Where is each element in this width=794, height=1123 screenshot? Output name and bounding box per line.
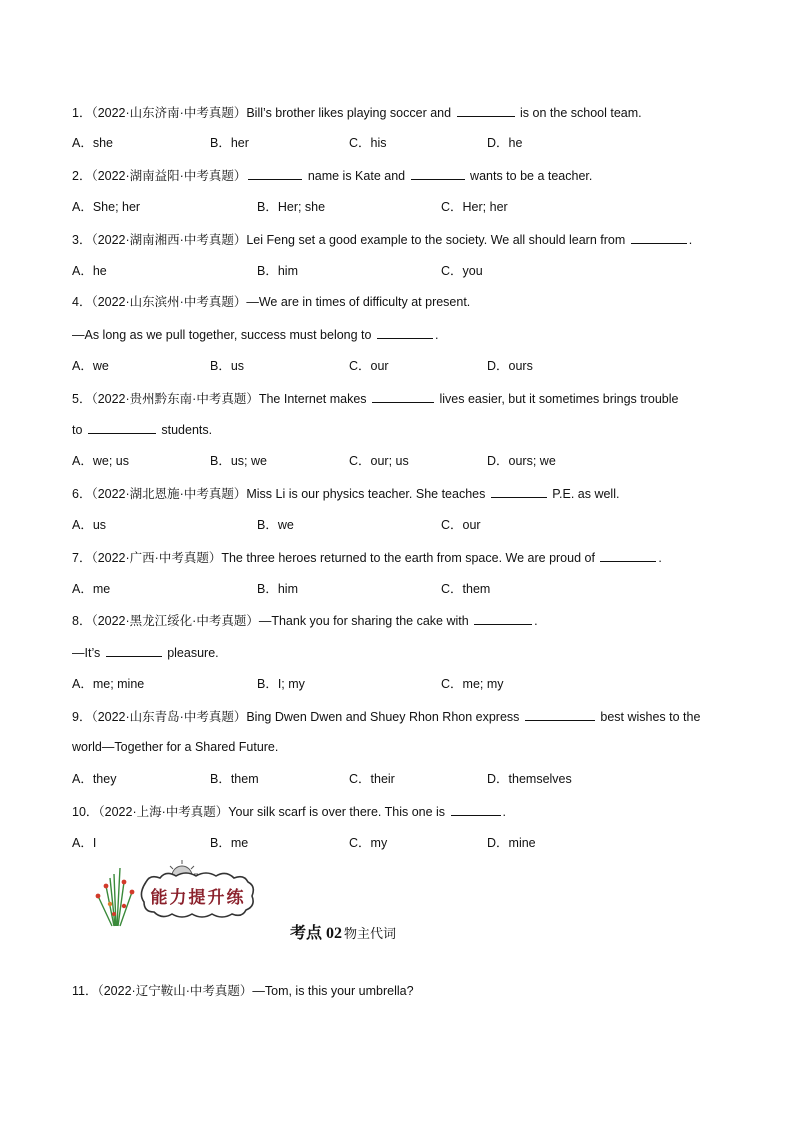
- question-number: 4．: [72, 295, 92, 309]
- option-d[interactable]: D．ours: [487, 359, 533, 373]
- question-source: （2022·山东济南·中考真题）: [91, 106, 247, 120]
- option-a[interactable]: A．he: [72, 264, 107, 278]
- question-number: 10．: [72, 805, 99, 819]
- option-d[interactable]: D．themselves: [487, 772, 572, 786]
- question-text: .: [658, 551, 662, 565]
- option-b[interactable]: B．us; we: [210, 454, 267, 468]
- options-row-3: [72, 263, 732, 279]
- question-text: best wishes to the: [596, 710, 701, 724]
- option-c[interactable]: C．them: [441, 582, 491, 596]
- option-c[interactable]: C．our; us: [349, 454, 409, 468]
- question-text: students.: [157, 423, 213, 437]
- question-text: pleasure.: [163, 646, 219, 660]
- answer-blank[interactable]: [631, 231, 687, 244]
- question-number: 6．: [72, 487, 92, 501]
- question-source: （2022·黑龙江绥化·中考真题）: [91, 614, 259, 628]
- option-c[interactable]: C．me; my: [441, 677, 504, 691]
- question-text: name is Kate and: [304, 169, 409, 183]
- question-text: is on the school team.: [516, 106, 642, 120]
- question-text: —We are in times of difficulty at present.: [246, 295, 471, 309]
- banner-label: 能力提升练: [150, 888, 246, 908]
- option-a[interactable]: A．they: [72, 772, 117, 786]
- options-row-1: [72, 135, 732, 151]
- question-source: （2022·湖南湘西·中考真题）: [91, 233, 247, 247]
- option-b[interactable]: B．we: [257, 518, 294, 532]
- options-row-7: [72, 581, 732, 597]
- section-heading: [290, 920, 396, 943]
- question-text: Bing Dwen Dwen and Shuey Rhon Rhon express: [246, 710, 523, 724]
- question-number: 3．: [72, 233, 92, 247]
- answer-blank[interactable]: [474, 612, 532, 625]
- option-a[interactable]: A．me: [72, 582, 111, 596]
- question-text: world—Together for a Shared Future.: [72, 740, 279, 754]
- option-c[interactable]: C．you: [441, 264, 483, 278]
- question-1: [72, 104, 642, 121]
- question-text: to: [72, 423, 86, 437]
- option-a[interactable]: A．I: [72, 836, 97, 850]
- answer-blank[interactable]: [451, 803, 501, 816]
- question-number: 9．: [72, 710, 92, 724]
- question-source: （2022·山东青岛·中考真题）: [91, 710, 247, 724]
- option-c[interactable]: C．his: [349, 136, 387, 150]
- question-text: Lei Feng set a good example to the society. We all should learn from: [246, 233, 629, 247]
- options-row-4: [72, 358, 732, 374]
- answer-blank[interactable]: [457, 104, 515, 117]
- question-text: —It’s: [72, 646, 104, 660]
- question-text: wants to be a teacher.: [466, 169, 593, 183]
- question-number: 7．: [72, 551, 92, 565]
- options-row-5: [72, 453, 732, 469]
- question-source: （2022·广西·中考真题）: [91, 551, 222, 565]
- question-source: （2022·辽宁鞍山·中考真题）: [97, 984, 253, 998]
- section-subtitle: 物主代词: [344, 927, 397, 942]
- question-text: Miss Li is our physics teacher. She teaches: [246, 487, 489, 501]
- question-text: —As long as we pull together, success must belong to: [72, 328, 375, 342]
- answer-blank[interactable]: [248, 167, 302, 180]
- question-source: （2022·山东滨州·中考真题）: [91, 295, 247, 309]
- question-source: （2022·湖北恩施·中考真题）: [91, 487, 247, 501]
- question-8: [72, 612, 538, 629]
- question-11: [72, 983, 414, 999]
- question-4-line2: [72, 326, 438, 343]
- question-2: [72, 167, 592, 184]
- answer-blank[interactable]: [491, 485, 547, 498]
- question-text: Bill’s brother likes playing soccer and: [246, 106, 455, 120]
- answer-blank[interactable]: [372, 390, 434, 403]
- option-d[interactable]: D．mine: [487, 836, 536, 850]
- question-source: （2022·贵州黔东南·中考真题）: [91, 392, 259, 406]
- option-b[interactable]: B．him: [257, 582, 298, 596]
- option-a[interactable]: A．She; her: [72, 200, 141, 214]
- option-a[interactable]: A．me; mine: [72, 677, 145, 691]
- question-3: [72, 231, 692, 248]
- question-source: （2022·上海·中考真题）: [98, 805, 229, 819]
- question-number: 1．: [72, 106, 92, 120]
- question-text: P.E. as well.: [548, 487, 620, 501]
- question-text: Your silk scarf is over there. This one is: [228, 805, 449, 819]
- section-title: 考点 02: [290, 925, 343, 942]
- option-a[interactable]: A．we; us: [72, 454, 129, 468]
- answer-blank[interactable]: [600, 549, 656, 562]
- question-text: lives easier, but it sometimes brings trouble: [436, 392, 679, 406]
- question-7: [72, 549, 662, 566]
- question-text: .: [502, 805, 507, 819]
- answer-blank[interactable]: [106, 644, 162, 657]
- option-b[interactable]: B．them: [210, 772, 259, 786]
- options-row-2: [72, 199, 732, 215]
- answer-blank[interactable]: [411, 167, 465, 180]
- question-source: （2022·湖南益阳·中考真题）: [91, 169, 247, 183]
- question-9: [72, 708, 700, 725]
- options-row-9: [72, 771, 732, 787]
- answer-blank[interactable]: [525, 708, 595, 721]
- option-a[interactable]: A．she: [72, 136, 113, 150]
- option-c[interactable]: C．Her; her: [441, 200, 508, 214]
- question-number: 11．: [72, 984, 98, 998]
- question-number: 8．: [72, 614, 92, 628]
- answer-blank[interactable]: [88, 421, 156, 434]
- grass-plant-icon: [96, 868, 135, 926]
- question-number: 5．: [72, 392, 92, 406]
- question-text: —Thank you for sharing the cake with: [258, 614, 473, 628]
- question-10: [72, 803, 506, 820]
- answer-blank[interactable]: [377, 326, 433, 339]
- question-9-line2: [72, 739, 278, 755]
- option-a[interactable]: A．we: [72, 359, 109, 373]
- option-b[interactable]: B．her: [210, 136, 249, 150]
- option-b[interactable]: B．Her; she: [257, 200, 326, 214]
- question-text: The three heroes returned to the earth from space. We are proud of: [221, 551, 599, 565]
- option-c[interactable]: C．my: [349, 836, 388, 850]
- question-text: .: [688, 233, 693, 247]
- question-text: —Tom, is this your umbrella?: [252, 984, 414, 998]
- options-row-8: [72, 676, 732, 692]
- option-c[interactable]: C．their: [349, 772, 395, 786]
- option-b[interactable]: B．me: [210, 836, 249, 850]
- option-c[interactable]: C．our: [441, 518, 481, 532]
- option-b[interactable]: B．us: [210, 359, 245, 373]
- option-c[interactable]: C．our: [349, 359, 389, 373]
- question-text: .: [534, 614, 538, 628]
- section-banner: [84, 856, 274, 930]
- question-6: [72, 485, 619, 502]
- question-8-line2: [72, 644, 219, 661]
- option-a[interactable]: A．us: [72, 518, 107, 532]
- options-row-10: [72, 835, 732, 851]
- question-4: [72, 294, 470, 310]
- question-text: .: [434, 328, 439, 342]
- question-5: [72, 390, 678, 407]
- question-5-line2: [72, 421, 212, 438]
- option-d[interactable]: D．he: [487, 136, 523, 150]
- options-row-6: [72, 517, 732, 533]
- question-number: 2．: [72, 169, 92, 183]
- option-d[interactable]: D．ours; we: [487, 454, 556, 468]
- question-text: The Internet makes: [258, 392, 371, 406]
- option-b[interactable]: B．I; my: [257, 677, 305, 691]
- option-b[interactable]: B．him: [257, 264, 298, 278]
